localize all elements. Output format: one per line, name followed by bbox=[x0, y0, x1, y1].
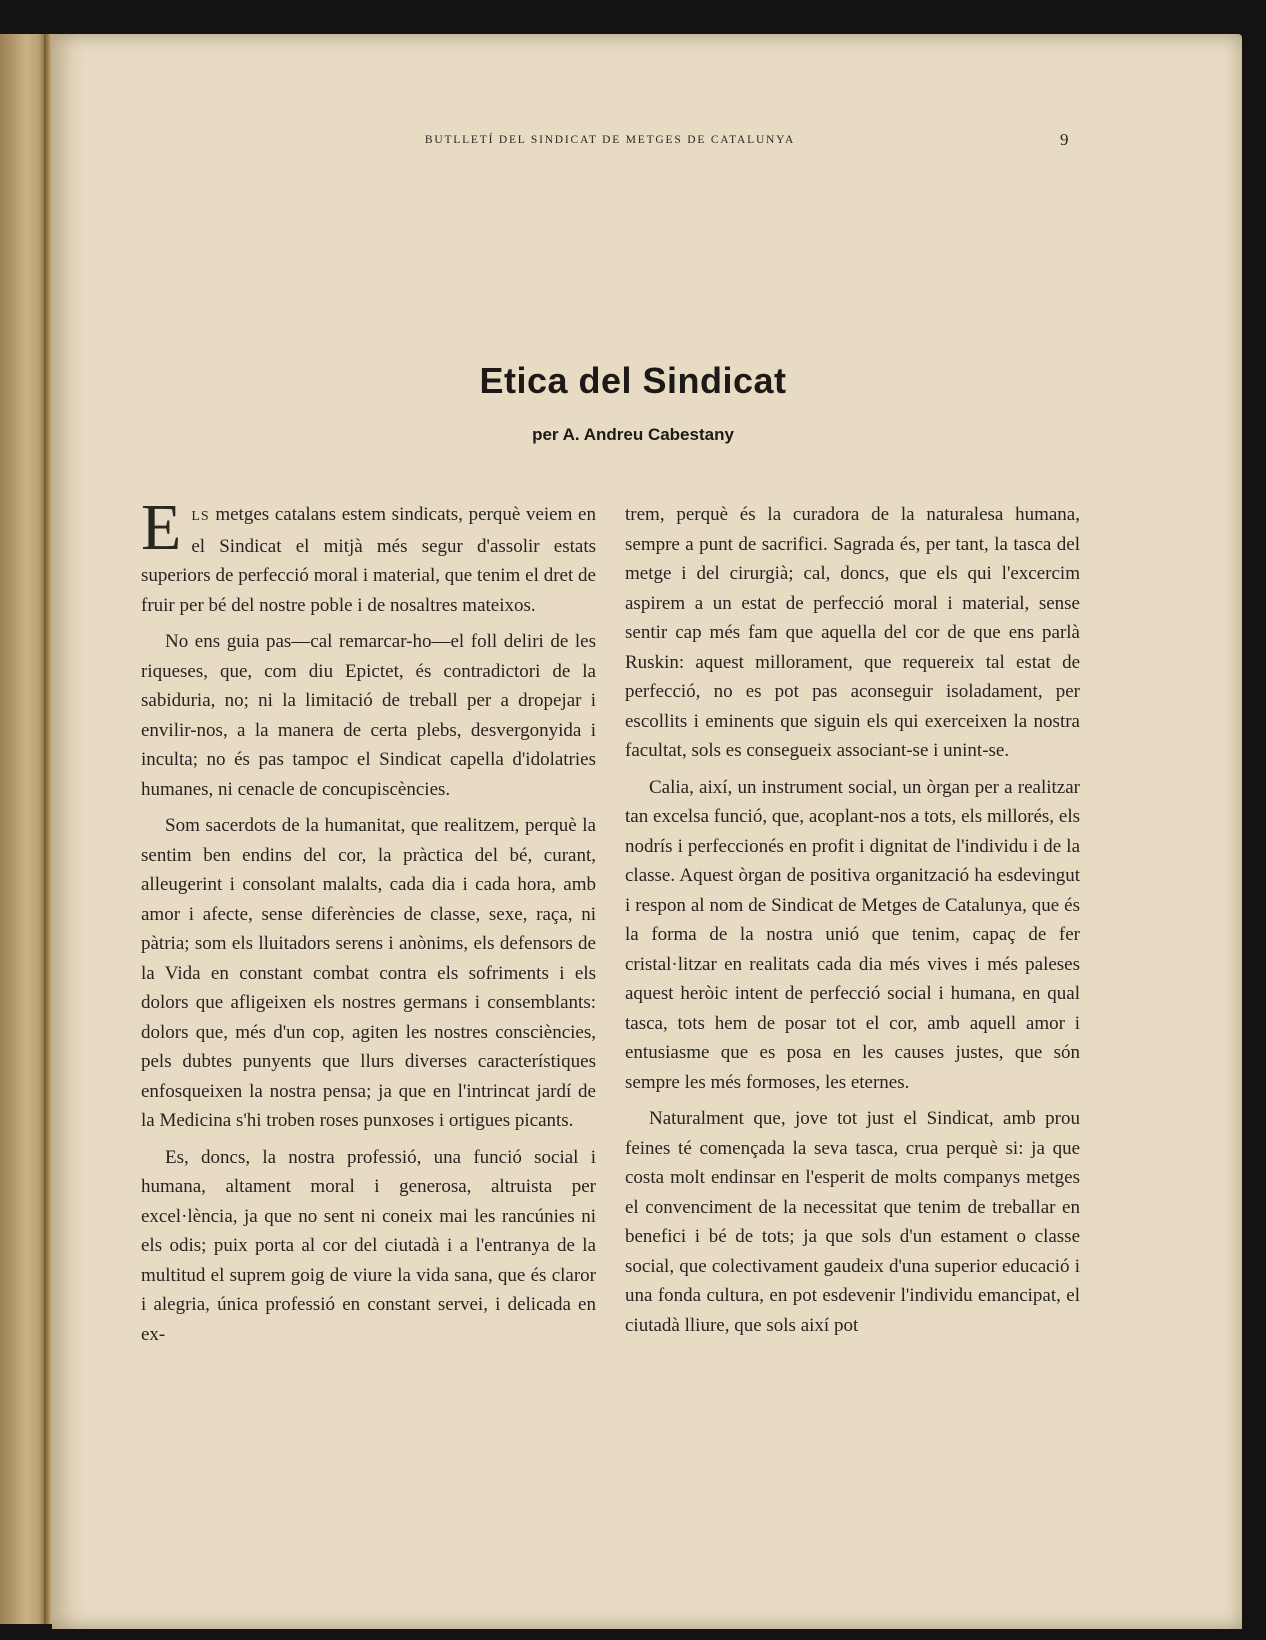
paragraph-1 bbox=[141, 491, 596, 620]
paragraph-2: No ens guia pas—cal remarcar-ho—el foll deliri de les riqueses, que, com diu Epictet, és contradictori de la sabiduria, no; ni la limitació de treball per a dropejar i envilir-nos, a la manera de certa plebs, desvergonyida i inculta; no és pas tampoc el Sindicat capella d'idolatries humanes, ni cenacle de concupiscències. bbox=[141, 631, 596, 800]
article-title: Etica del Sindicat bbox=[479, 360, 787, 401]
right-column bbox=[625, 500, 1080, 1347]
facing-page-edge bbox=[0, 34, 48, 1624]
drop-cap: E bbox=[141, 491, 182, 564]
paragraph-1-text: metges catalans estem sindicats, perquè veiem en el Sindicat el mitjà més segur d'assolir estats superiors de perfecció moral i material, que tenim el dret de fruir per bé del nostre poble i de nosaltres mateixos. bbox=[141, 504, 596, 616]
left-column bbox=[141, 491, 596, 1356]
paragraph-6: Naturalment que, jove tot just el Sindicat, amb prou feines té començada la seva tasca, crua perquè si: ja que costa molt endinsar en l'esperit de molts companys metges el convenciment de la necessitat que tenim de treballar en benefici i bé de tots; ja que sols d'un estament o classe social, que colectivament gaudeix d'una superior educació i una fonda cultura, en pot esdevenir l'individu emancipat, el ciutadà lliure, que sols així pot bbox=[625, 1108, 1080, 1336]
paragraph-4-continued: trem, perquè és la curadora de la naturalesa humana, sempre a punt de sacrifici. Sagrada és, per tant, la tasca del metge i del cirurgià; cal, doncs, que els qui l'excercim aspirem a un estat de perfecció moral i material, sense sentir cap més fam que aquella del cor de que ens parlà Ruskin: aquest millorament, que requereix tal estat de perfecció, no es pot pas aconseguir isoladament, per escollits i eminents que siguin els qui exerceixen la nostra facultat, sols es consegueix associant-se i unint-se. bbox=[625, 504, 1080, 761]
paragraph-5: Calia, així, un instrument social, un òrgan per a realitzar tan excelsa funció, que, acoplant-nos a tots, els millorés, els nodrís i perfeccionés en profit i dignitat de l'individu i de la classe. Aquest òrgan de positiva organització ha esdevingut i respon al nom de Sindicat de Metges de Catalunya, que és la forma de la nostra unió que tenim, capaç de fer cristal·litzar en realitats cada dia més vives i més paleses aquest heròic intent de perfecció social i humana, en qual tasca, tots hem de posar tot el cor, amb aquell amor i entusiasme que es posa en les causes justes, que són sempre les més formoses, les eternes. bbox=[625, 776, 1080, 1093]
page-number: 9 bbox=[1060, 130, 1069, 149]
paragraph-3: Som sacerdots de la humanitat, que realitzem, perquè la sentim ben endins del cor, la pràctica del bé, curant, alleugerint i consolant malalts, cada dia i cada hora, amb amor i afecte, sense diferències de classe, sexe, raça, ni pàtria; som els lluitadors serens i anònims, els defensors de la Vida en constant combat contra els sofriments i els dolors que afligeixen els nostres germans i consemblants: dolors que, més d'un cop, agiten les nostres consciències, pels dubtes punyents que llurs diverses característiques enfosqueixen la nostra pensa; ja que en l'intrincat jardí de la Medicina s'hi troben roses punxoses i ortigues picants. bbox=[141, 815, 596, 1131]
paragraph-4: Es, doncs, la nostra professió, una funció social i humana, altament moral i generosa, altruista per excel·lència, ja que no sent ni coneix mai les rancúnies ni els odis; puix porta al cor del ciutadà i a l'entranya de la multitud el suprem goig de viure la vida sana, que és claror i alegria, única professió en constant servei, i delicada en ex- bbox=[141, 1146, 596, 1345]
running-head: BUTLLETÍ DEL SINDICAT DE METGES DE CATALUNYA bbox=[424, 134, 796, 146]
drop-cap-tail: LS bbox=[191, 509, 210, 524]
article-byline: per A. Andreu Cabestany bbox=[532, 425, 734, 444]
